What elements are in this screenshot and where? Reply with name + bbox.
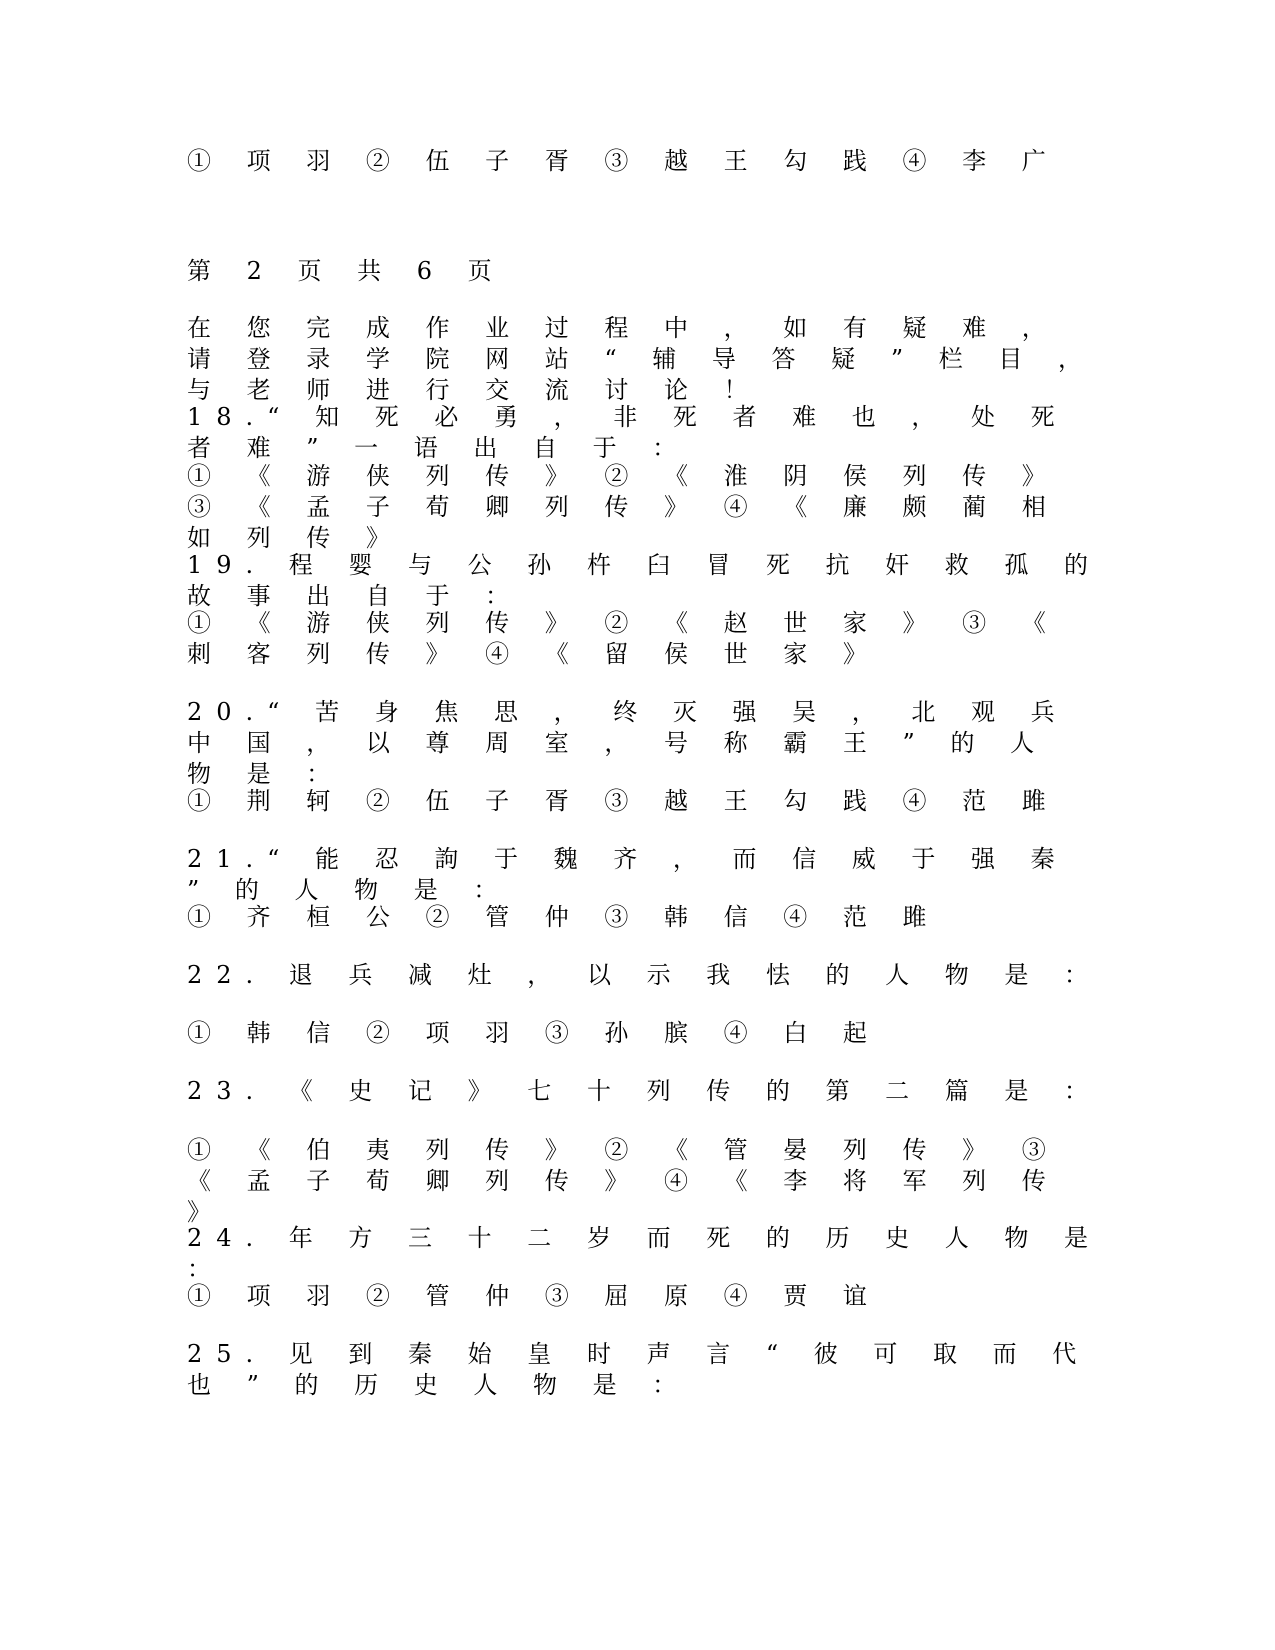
question-19-stem: 19. 程 婴 与 公 孙 杵 臼 冒 死 抗 奸 救 孤 的 故 事 出 自 于 ： <box>187 551 1124 610</box>
question-21-options: ① 齐 桓 公 ② 管 仲 ③ 韩 信 ④ 范 雎 <box>187 903 941 931</box>
question-21-stem: 21.“ 能 忍 訽 于 魏 齐 ， 而 信 威 于 强 秦 ” 的 人 物 是 ： <box>187 845 1091 904</box>
question-23-stem: 23. 《 史 记 》 七 十 列 传 的 第 二 篇 是 ： <box>187 1077 1102 1105</box>
question-24-stem: 24. 年 方 三 十 二 岁 而 死 的 历 史 人 物 是 ： <box>187 1224 1124 1283</box>
question-25-stem: 25. 见 到 秦 始 皇 时 声 言 “ 彼 可 取 而 代 也 ” 的 历 史 人 物 是 ： <box>187 1340 1112 1399</box>
question-22-stem: 22. 退 兵 减 灶 ， 以 示 我 怯 的 人 物 是 ： <box>187 961 1102 989</box>
question-20-options: ① 荆 轲 ② 伍 子 胥 ③ 越 王 勾 践 ④ 范 雎 <box>187 787 1060 815</box>
carryover-options: ① 项 羽 ② 伍 子 胥 ③ 越 王 勾 践 ④ 李 广 <box>187 147 1060 175</box>
question-22-options: ① 韩 信 ② 项 羽 ③ 孙 膑 ④ 白 起 <box>187 1019 881 1047</box>
question-23-options: ① 《 伯 夷 列 传 》 ② 《 管 晏 列 传 》 ③ 《 孟 子 荀 卿 列 传 》 ④ 《 李 将 军 列 传 》 <box>187 1136 1082 1226</box>
question-18-options: ① 《 游 侠 列 传 》 ② 《 淮 阴 侯 列 传 》 ③ 《 孟 子 荀 卿 列 传 》 ④ 《 廉 颇 蔺 相 如 列 传 》 <box>187 462 1082 552</box>
question-19-options: ① 《 游 侠 列 传 》 ② 《 赵 世 家 》 ③ 《 刺 客 列 传 》 ④ 《 留 侯 世 家 》 <box>187 609 1082 668</box>
notice-text: 在 您 完 成 作 业 过 程 中 ， 如 有 疑 难 ， 请 登 录 学 院 网 站 “ 辅 导 答 疑 ” 栏 目 ， 与 老 师 进 行 交 流 讨 论 ！ <box>187 314 1118 404</box>
question-20-stem: 20.“ 苦 身 焦 思 ， 终 灭 强 吴 ， 北 观 兵 中 国 ， 以 尊 周 室 ， 号 称 霸 王 ” 的 人 物 是 ： <box>187 698 1091 788</box>
question-18-stem: 18.“ 知 死 必 勇 ， 非 死 者 难 也 ， 处 死 者 难 ” 一 语 出 自 于 ： <box>187 403 1091 462</box>
question-24-options: ① 项 羽 ② 管 仲 ③ 屈 原 ④ 贾 谊 <box>187 1282 881 1310</box>
page-number: 第 2 页 共 6 页 <box>187 257 506 285</box>
